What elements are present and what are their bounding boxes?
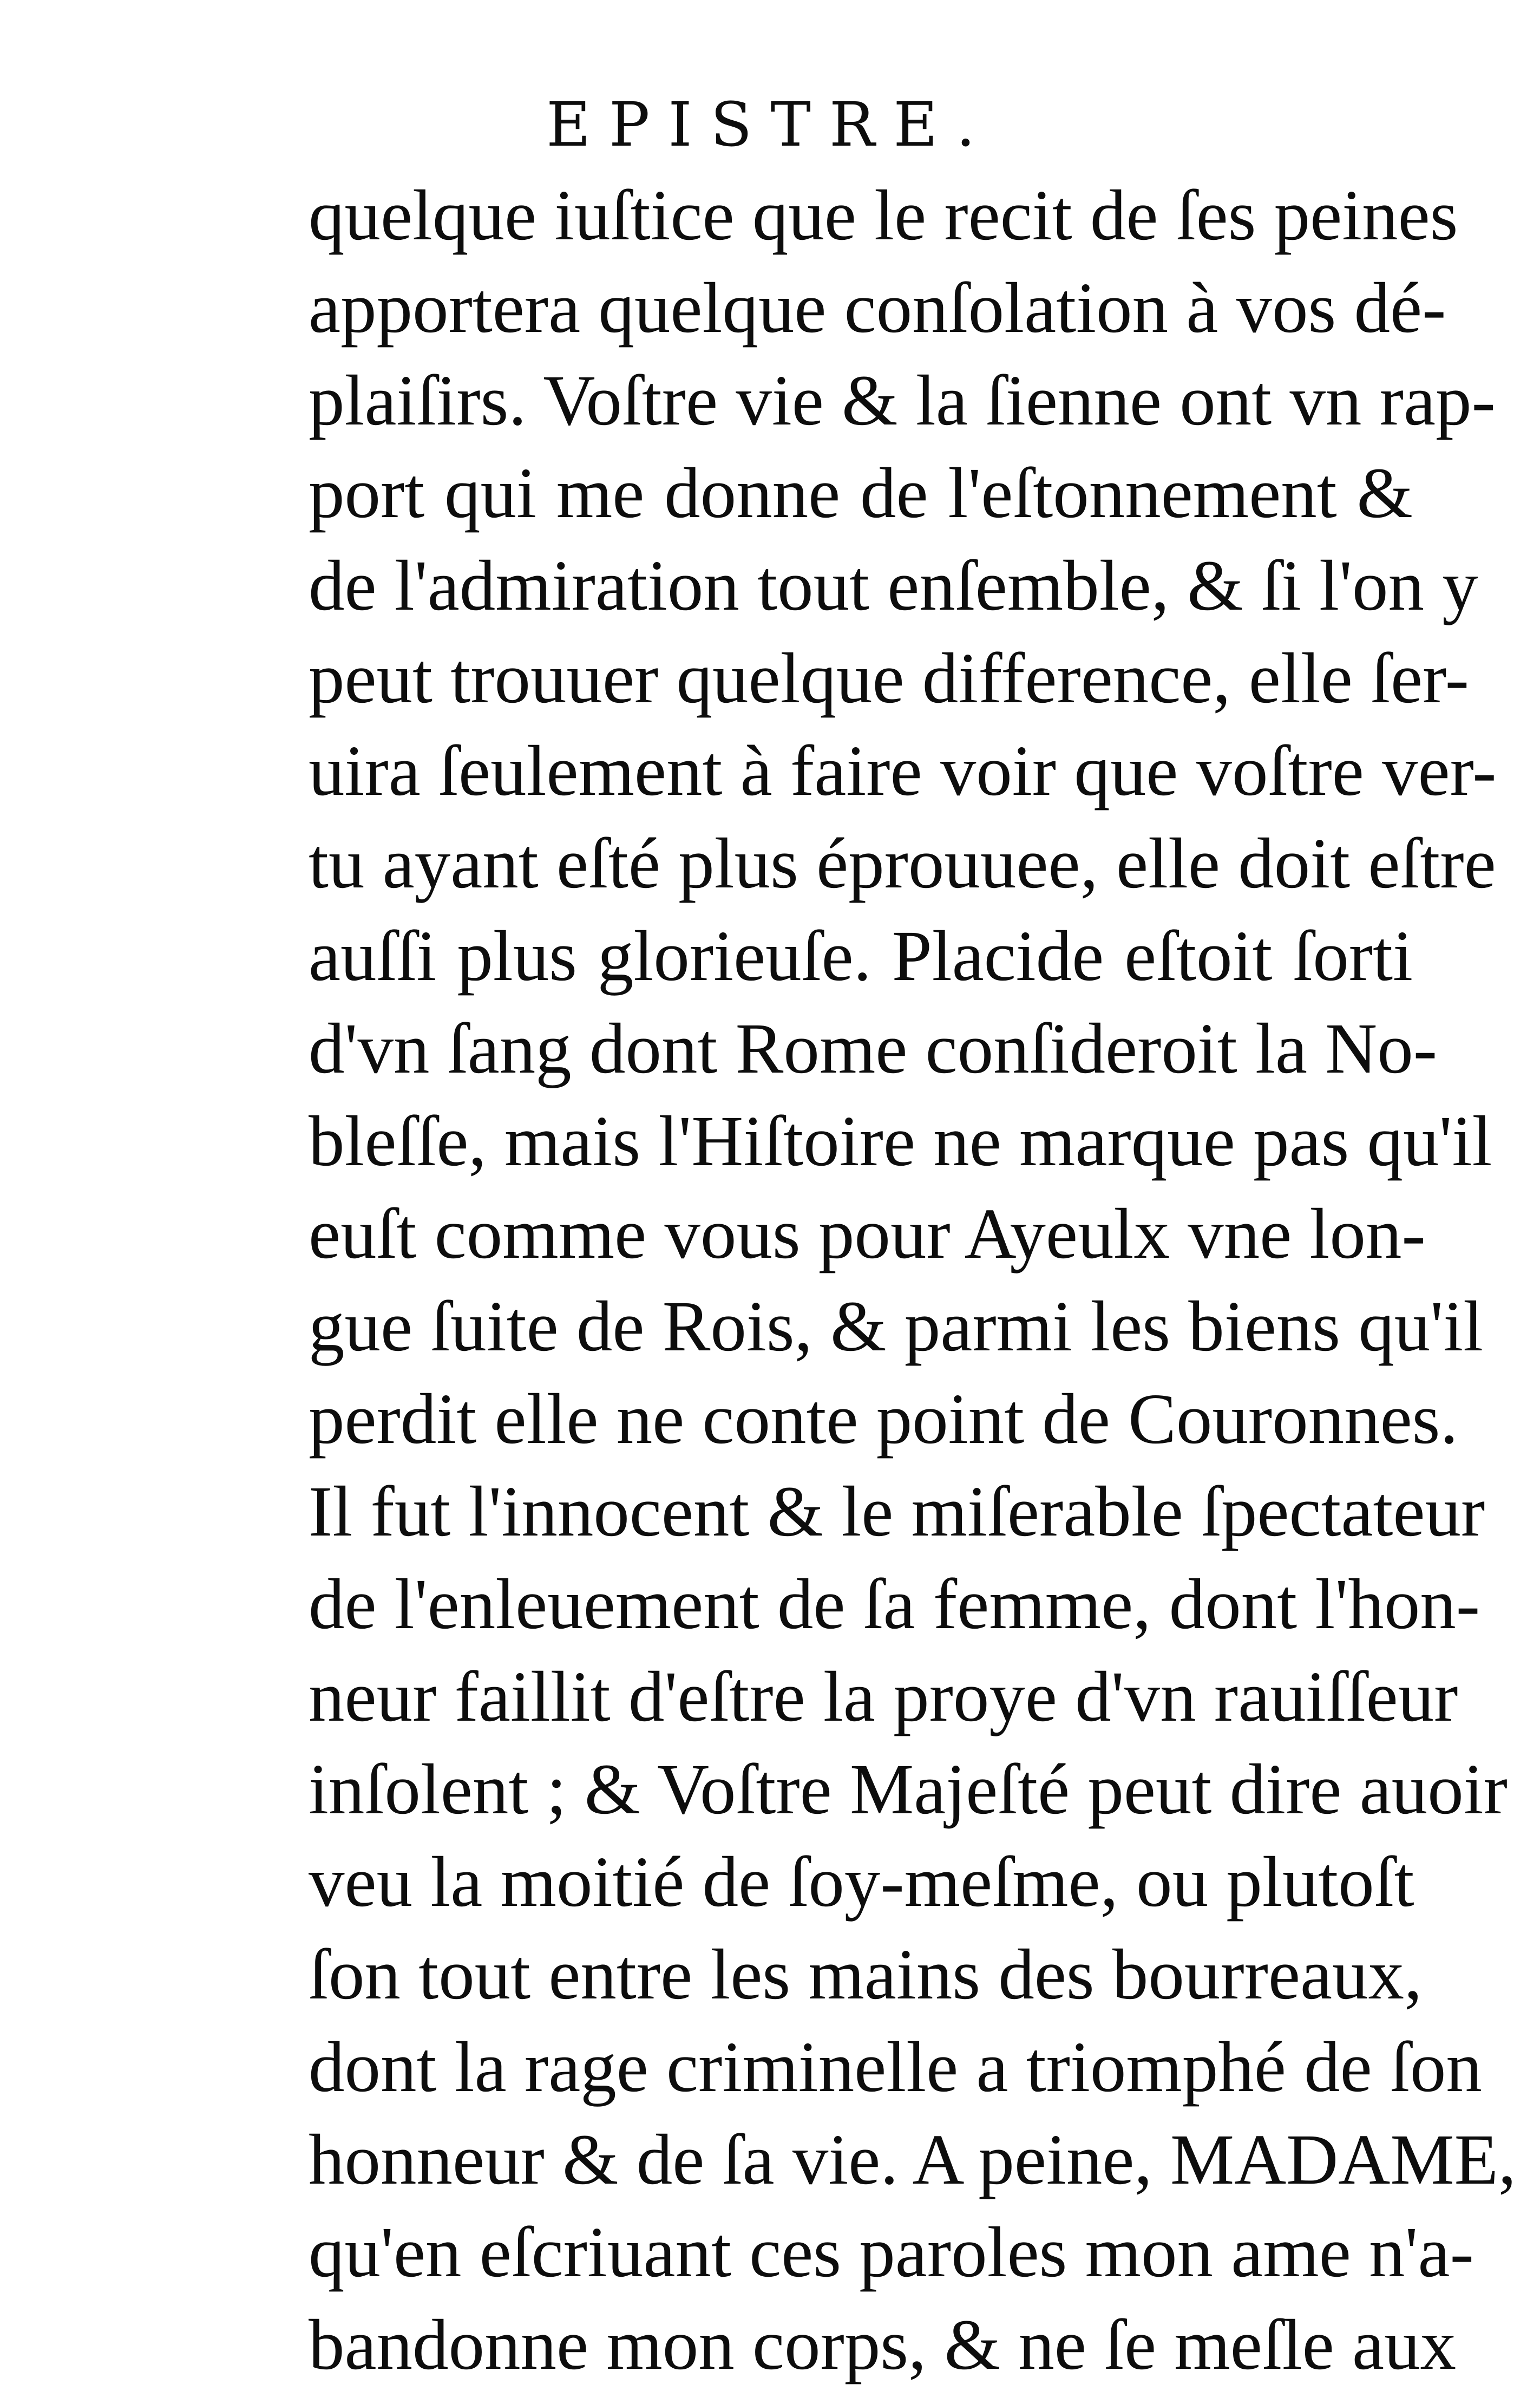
text-line: de l'enleuement de ſa femme, dont l'hon- [309,1564,1480,1644]
text-line: uira ſeulement à faire voir que voſtre ver- [309,730,1497,811]
text-line: honneur & de ſa vie. A peine, MADAME, [309,2119,1517,2199]
text-line: neur faillit d'eſtre la proye d'vn rauiſſeur [309,1656,1458,1736]
text-line: perdit elle ne conte point de Couronnes. [309,1379,1458,1459]
text-line: ſon tout entre les mains des bourreaux, [309,1934,1423,2014]
text-line: qu'en eſcriuant ces paroles mon ame n'a- [309,2212,1474,2292]
body-text [309,169,1517,2391]
text-line: plaiſirs. Voſtre vie & la ſienne ont vn rap- [309,360,1496,440]
text-line: veu la moitié de ſoy-meſme, ou plutoſt [309,1841,1414,1922]
text-line: bandonne mon corps, & ne ſe meſle aux [309,2304,1457,2385]
text-line: tu ayant eſté plus éprouuee, elle doit eſtre [309,823,1496,903]
text-line: Il fut l'innocent & le miſerable ſpectateur [309,1471,1485,1551]
text-line: port qui me donne de l'eſtonnement & [309,453,1413,533]
text-line: euſt comme vous pour Ayeulx vne lon- [309,1193,1426,1273]
running-head: EPISTRE. [546,90,994,160]
text-line: auſſi plus glorieuſe. Placide eſtoit ſorti [309,916,1413,996]
text-line: d'vn ſang dont Rome conſideroit la No- [309,1008,1438,1088]
text-line: gue ſuite de Rois, & parmi les biens qu'il [309,1286,1484,1366]
text-line: de l'admiration tout enſemble, & ſi l'on y [309,545,1478,625]
text-line: dont la rage criminelle a triomphé de ſon [309,2027,1482,2107]
text-line: peut trouuer quelque difference, elle ſer- [309,638,1469,718]
text-line: quelque iuſtice que le recit de ſes peines [309,175,1458,255]
text-line: bleſſe, mais l'Hiſtoire ne marque pas qu'il [309,1101,1492,1181]
text-line: apportera quelque conſolation à vos dé- [309,267,1446,348]
text-line: inſolent ; & Voſtre Majeſté peut dire auoir [309,1749,1508,1829]
